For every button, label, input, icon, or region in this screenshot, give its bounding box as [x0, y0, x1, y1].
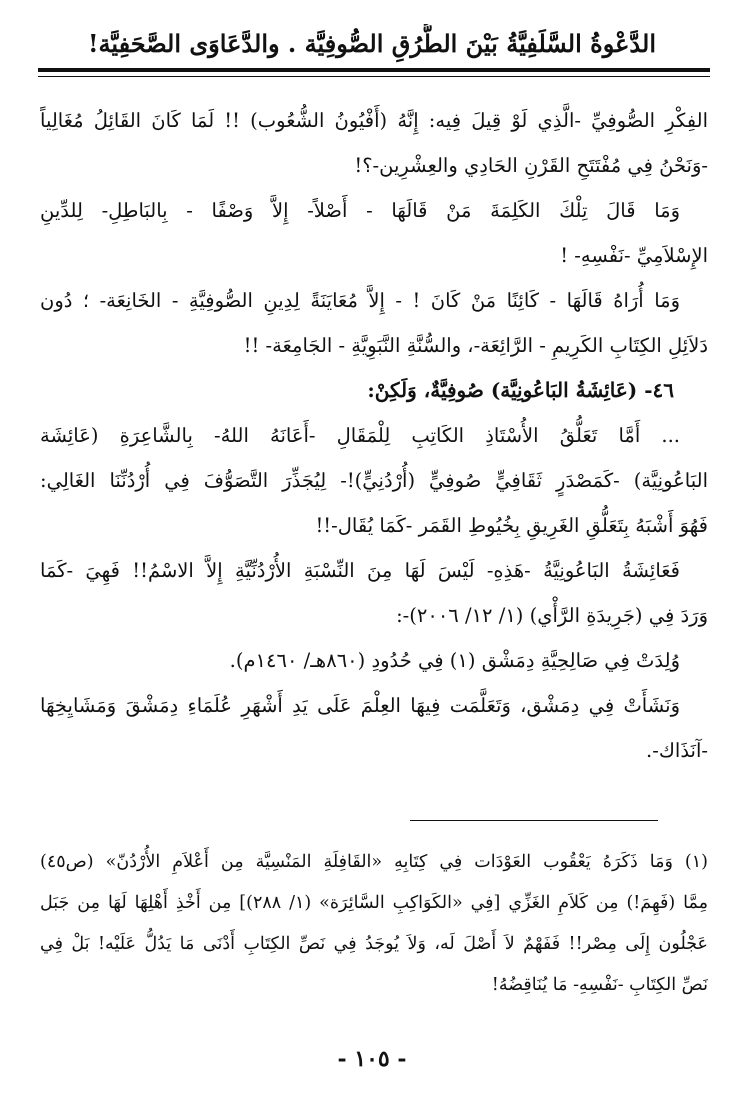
- text-line: -آنَذَاك-.: [646, 739, 708, 762]
- text-line: ... أَمَّا تَعَلُّقُ الأُسْتَاذِ الكَاتِبِ لِلْمَقَالِ -أَعَانَهُ اللهُ- بِالشَّاعِرَةِ (عَائِشَة: [40, 424, 680, 447]
- text-line: دَلاَئِلِ الكِتَابِ الكَرِيمِ - الرَّائِعَة-، والسُّنَّةِ النَّبَوِيَّةِ - الجَامِعَة- !!: [243, 334, 708, 357]
- text-line: وَمَا قَالَ تِلْكَ الكَلِمَةَ مَنْ قَالَهَا - أَصْلاً- إِلاَّ وَصْفًا - بِالبَاطِلِ- لِلدِّينِ: [40, 199, 680, 222]
- header-rule-thick: [38, 68, 710, 72]
- main-text: [40, 98, 708, 773]
- text-line: الإِسْلاَمِيِّ -نَفْسِهِ- !: [560, 244, 708, 267]
- footnote-line: عَجْلُون إِلَى مِصْر!! فَفَهْمٌ لاَ أَصْلَ لَه، وَلاَ يُوجَدُ فِي نَصِّ الكِتَابِ أَدْنَى مَا يَدُلُّ عَلَيْه! بَلْ فِي: [40, 934, 708, 954]
- text-line: وَنَشَأَتْ فِي دِمَشْق، وَتَعَلَّمَت فِيهَا العِلْمَ عَلَى يَدِ أَشْهَرِ عُلَمَاءِ دِمَشْقَ وَمَشَايِخِهَا: [40, 694, 680, 717]
- text-line: فَعَائِشَةُ البَاعُونِيَّةُ -هَذِهِ- لَيْسَ لَهَا مِنَ النِّسْبَةِ الأُرْدُنِّيَّةِ إِلاَّ الاسْمُ!! فَهِيَ -كَمَا: [40, 559, 680, 582]
- footnote-line: (١) وَمَا ذَكَرَهُ يَعْقُوب العَوْدَات فِي كِتَابِهِ «القَافِلَةِ المَنْسِيَّة مِن أَعْلاَمِ الأُرْدُنّ» (ص٤٥): [40, 852, 708, 872]
- section-heading: ٤٦- (عَائِشَةُ البَاعُونِيَّة) صُوفِيَّةٌ، وَلَكِنْ:: [367, 378, 674, 402]
- text-line: الفِكْرِ الصُّوفِيِّ -الَّذِي لَوْ قِيلَ فِيه: إِنَّهُ (أَفْيُونُ الشُّعُوب) !! لَمَا كَانَ القَائِلُ مُغَالِياً: [40, 109, 708, 132]
- footnotes: [40, 842, 708, 1006]
- footnote-separator: [410, 820, 658, 821]
- footnote-line: مِمَّا (فَهِمَ!) مِن كَلاَمِ الغَزِّي [فِي «الكَوَاكِبِ السَّائِرَة» (١/ ٢٨٨)] مِن أَخْذِ أَهْلِهَا لَهَا مِن جَبَل: [40, 893, 708, 913]
- running-header-title: الدَّعْوةُ السَّلَفِيَّةُ بَيْنَ الطُّرُقِ الصُّوفِيَّة . والدَّعَاوَى الصَّحَفِيَّة!: [87, 29, 657, 58]
- page-number: - ١٠٥ -: [337, 1046, 407, 1072]
- text-line: وَرَدَ فِي (جَرِيدَةِ الرَّأْي) (١/ ١٢/ ٢٠٠٦)-:: [396, 604, 708, 627]
- text-line: -وَنَحْنُ فِي مُفْتَتَحِ القَرْنِ الحَادِي والعِشْرِين-؟!: [354, 154, 708, 177]
- text-line: فَهُوَ أَشْبَهُ بِتَعَلُّقِ الغَرِيقِ بِخُيُوطِ القَمَر -كَمَا يُقَال-!!: [315, 514, 708, 537]
- text-line: وُلِدَتْ فِي صَالِحِيَّةِ دِمَشْق (١) فِي حُدُودِ (٨٦٠هـ/ ١٤٦٠م).: [229, 649, 680, 672]
- footnote-line: نَصِّ الكِتَابِ -نَفْسِهِ- مَا يُنَاقِضُهُ!: [491, 975, 708, 995]
- text-line: البَاعُونِيَّة) -كَمَصْدَرٍ ثَقَافِيٍّ صُوفِيٍّ (أُرْدُنِيٍّ)!- لِيُجَذِّرَ التَّصَوُّفَ فِي أُرْدُنِّنَا الغَالِي:: [40, 469, 708, 492]
- header-rule-thin: [38, 76, 710, 77]
- text-line: وَمَا أُرَاهُ قَالَهَا - كَائِنًا مَنْ كَانَ ! - إِلاَّ مُعَايَنَةً لِدِينِ الصُّوفِيَّةِ - الخَانِعَة- ؛ دُون: [40, 289, 680, 312]
